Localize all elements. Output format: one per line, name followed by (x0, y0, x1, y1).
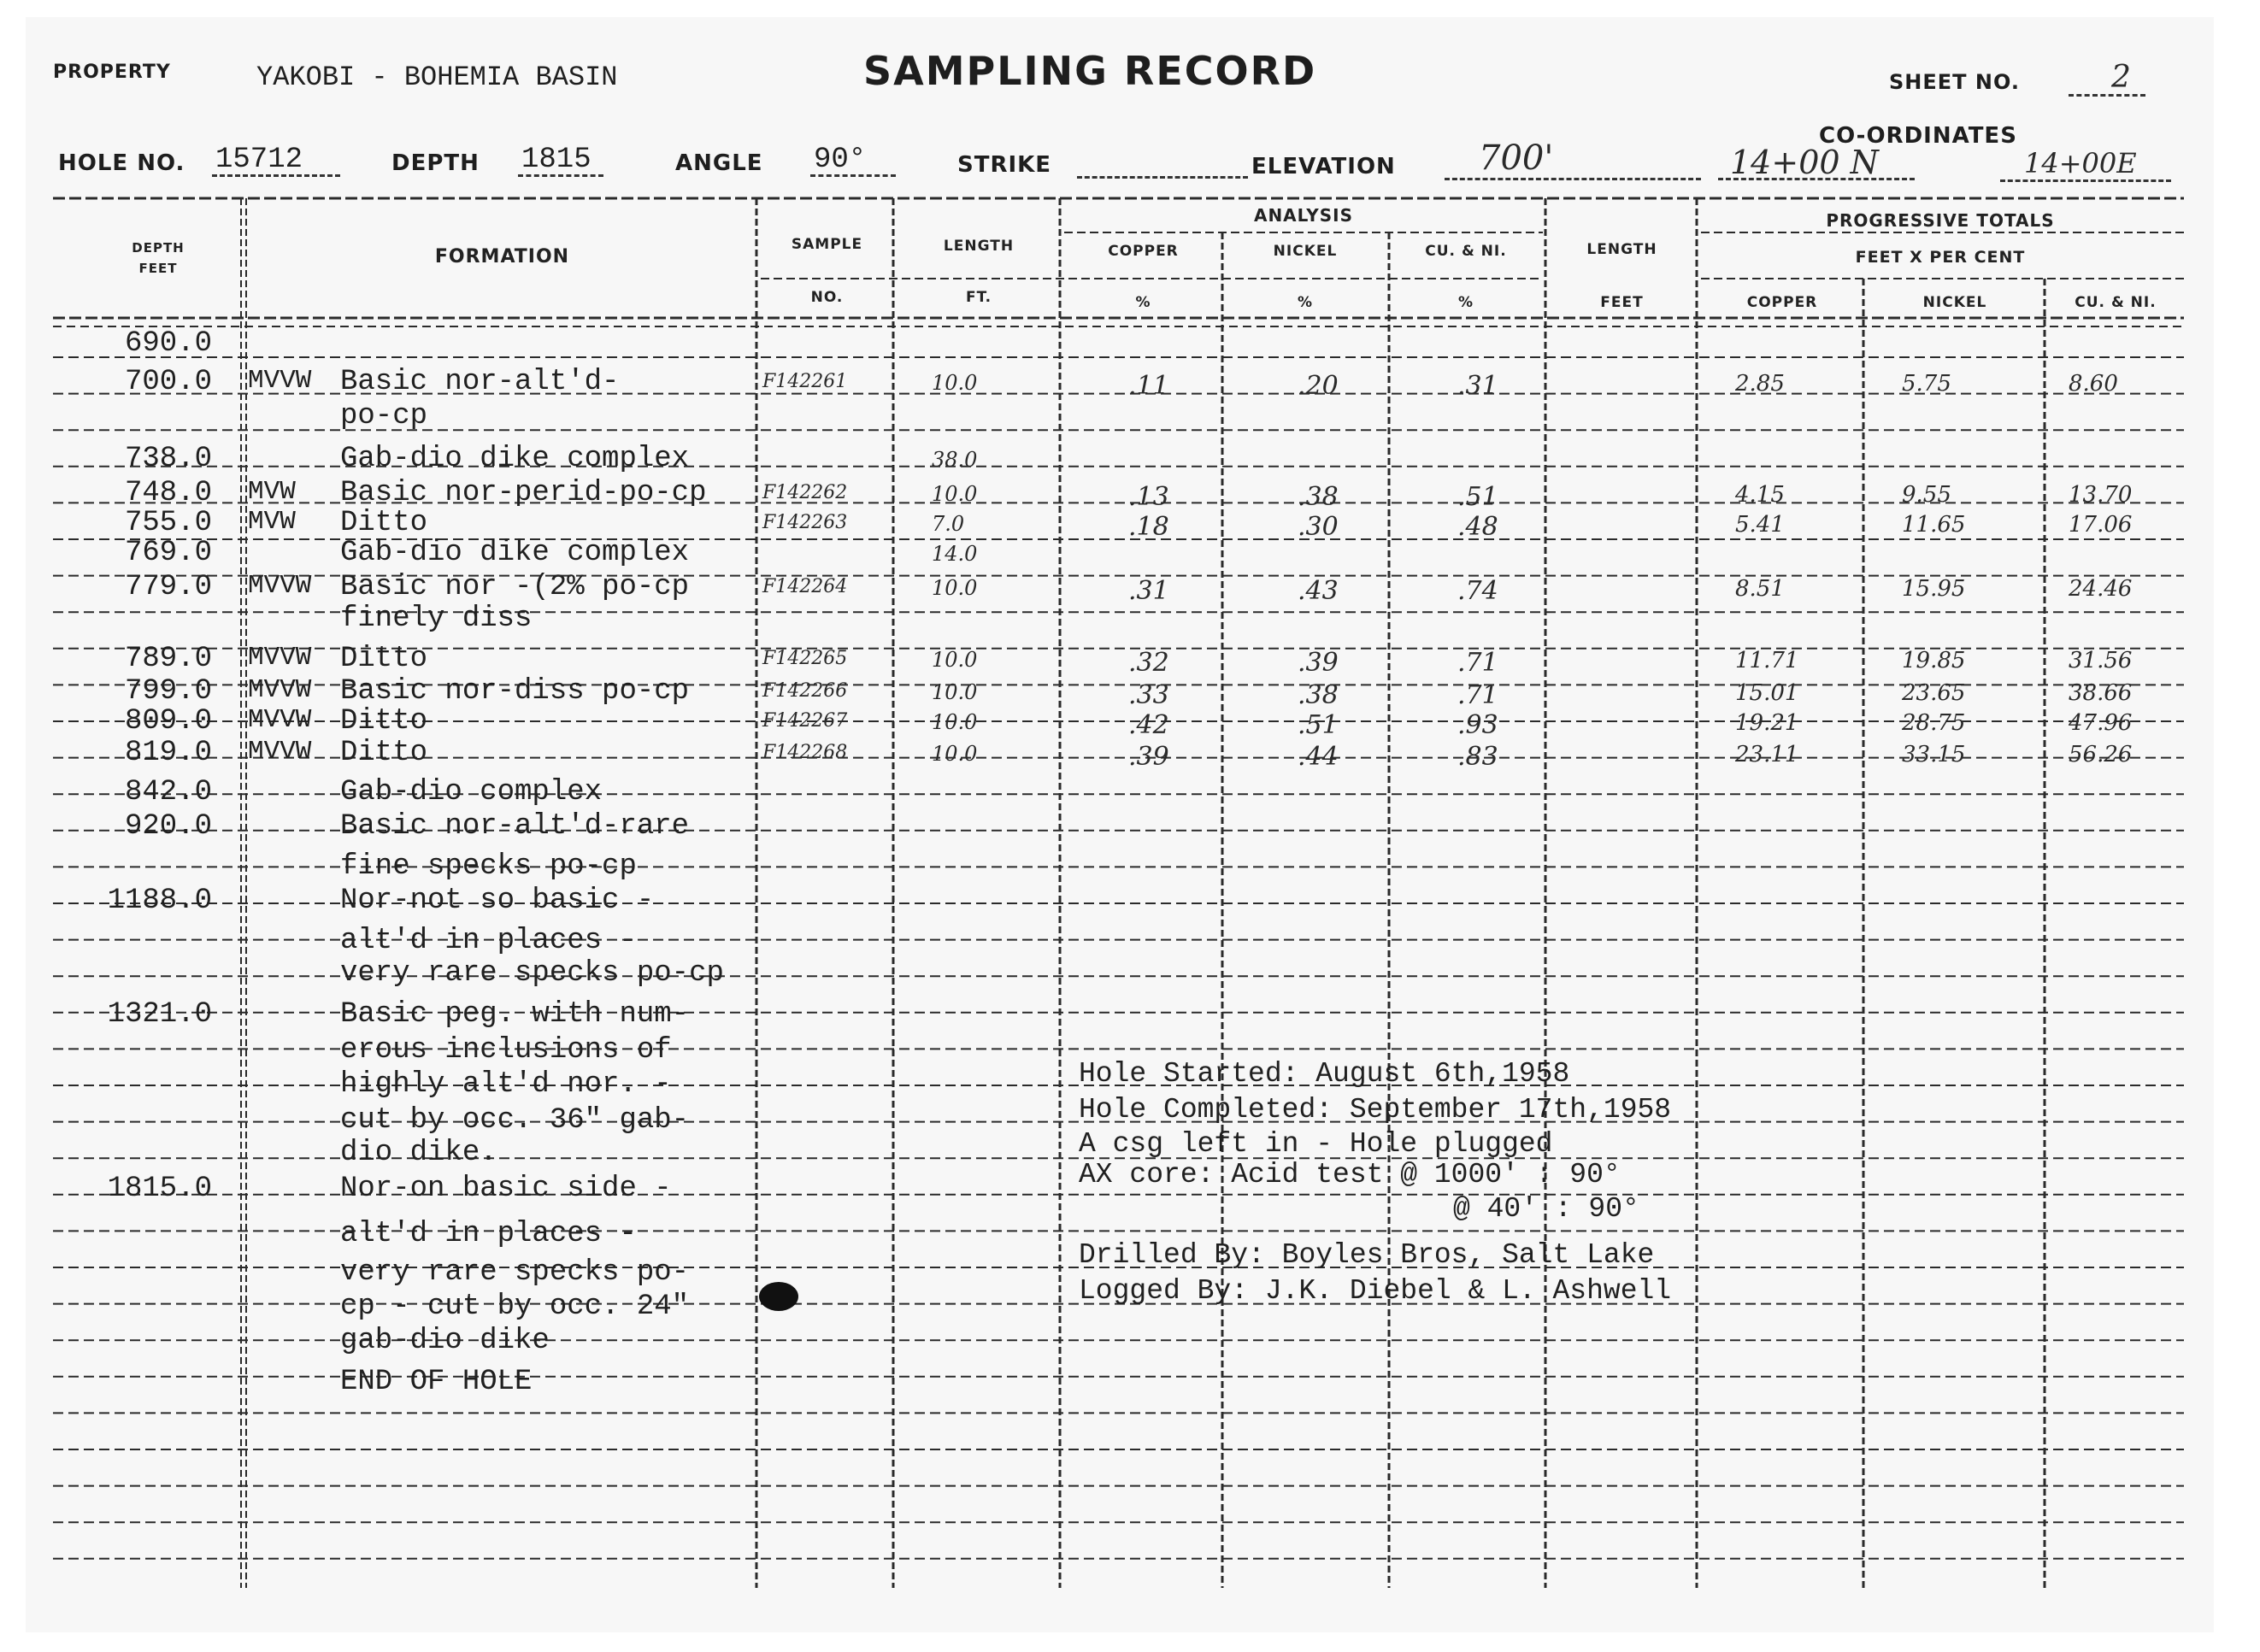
copper-cell: .13 (1128, 482, 1169, 512)
length-cell: 38.0 (932, 448, 978, 472)
formation-cell: Ditto (340, 737, 428, 769)
sample-cell: F142266 (762, 680, 848, 702)
header-length-ft: FT. (965, 289, 992, 306)
depth-cell: 748.0 (124, 477, 212, 509)
prog-cuni-cell: 17.06 (2069, 512, 2133, 538)
sheet-no-value: 2 (2111, 60, 2131, 95)
header-copper: COPPER (1108, 243, 1179, 260)
note-line: Hole Started: August 6th,1958 (1079, 1058, 1570, 1090)
prog-nickel-cell: 11.65 (1902, 512, 1966, 538)
prog-cuni-cell: 13.70 (2069, 482, 2133, 508)
formation-cell: Basic peg. with num- (340, 998, 690, 1031)
formation-cell: END OF HOLE (340, 1366, 533, 1398)
elevation-value: 700' (1479, 138, 1554, 178)
length-cell: 10.0 (932, 371, 978, 395)
cuni-cell: .48 (1457, 512, 1498, 542)
prog-copper-cell: 5.41 (1735, 512, 1785, 538)
nickel-cell: .30 (1298, 512, 1339, 542)
prog-copper-cell: 4.15 (1735, 482, 1785, 508)
formation-cell: Basic nor-alt'd-rare (340, 810, 690, 843)
formation-cell: very rare specks po-cp (340, 957, 724, 990)
prog-copper-cell: 23.11 (1735, 742, 1799, 767)
nickel-cell: .20 (1298, 371, 1339, 401)
length-cell: 14.0 (932, 542, 978, 566)
copper-cell: .11 (1128, 371, 1169, 401)
code-cell: MVVW (248, 675, 312, 705)
depth-cell: 842.0 (124, 776, 212, 808)
copper-cell: .33 (1128, 680, 1169, 710)
depth-cell: 1815.0 (107, 1173, 212, 1205)
sample-cell: F142261 (762, 371, 848, 392)
formation-cell: Basic nor-diss po-cp (340, 675, 690, 708)
sample-cell: F142268 (762, 742, 848, 763)
code-cell: MVVW (248, 571, 312, 601)
cuni-cell: .71 (1457, 648, 1498, 678)
formation-cell: Ditto (340, 507, 428, 539)
prog-nickel-cell: 33.15 (1902, 742, 1966, 767)
coordinates-label: CO-ORDINATES (1819, 123, 2017, 149)
nickel-cell: .39 (1298, 648, 1339, 678)
prog-cuni-cell: 38.66 (2069, 680, 2133, 706)
prog-cuni-cell: 56.26 (2069, 742, 2133, 767)
length-cell: 10.0 (932, 576, 978, 600)
length-cell: 10.0 (932, 742, 978, 766)
depth-cell: 799.0 (124, 675, 212, 708)
depth-cell: 700.0 (124, 366, 212, 398)
depth-cell: 779.0 (124, 571, 212, 603)
formation-cell: Nor-on basic side - (340, 1173, 672, 1205)
depth-cell: 738.0 (124, 443, 212, 475)
header-cuni: CU. & NI. (1425, 243, 1507, 260)
depth-cell: 755.0 (124, 507, 212, 539)
prog-nickel-cell: 15.95 (1902, 576, 1966, 602)
prog-nickel-cell: 19.85 (1902, 648, 1966, 673)
code-cell: MVVW (248, 737, 312, 767)
header-feet-x-percent: FEET X PER CENT (1855, 248, 2026, 267)
code-cell: MVVW (248, 366, 312, 396)
formation-cell: alt'd in places - (340, 925, 637, 957)
nickel-cell: .43 (1298, 576, 1339, 606)
strike-label: STRIKE (957, 152, 1052, 178)
angle-label: ANGLE (675, 150, 763, 176)
cuni-cell: .74 (1457, 576, 1498, 606)
header-prog-nickel: NICKEL (1922, 294, 1987, 311)
nickel-cell: .38 (1298, 482, 1339, 512)
header-length2-feet: FEET (1600, 294, 1644, 311)
cuni-cell: .83 (1457, 742, 1498, 772)
property-label: PROPERTY (53, 62, 171, 83)
depth-cell: 769.0 (124, 537, 212, 569)
code-cell: MVVW (248, 705, 312, 735)
depth-cell: 809.0 (124, 705, 212, 738)
length-cell: 10.0 (932, 482, 978, 506)
code-cell: MVW (248, 477, 296, 507)
copper-cell: .32 (1128, 648, 1169, 678)
formation-cell: Basic nor-alt'd- (340, 366, 620, 398)
header-length2: LENGTH (1586, 241, 1657, 258)
formation-cell: cp - cut by occ. 24" (340, 1290, 690, 1323)
note-line: AX core: Acid test @ 1000' : 90° (1079, 1159, 1621, 1190)
sample-cell: F142265 (762, 648, 848, 669)
note-line: Drilled By: Boyles Bros, Salt Lake (1079, 1239, 1655, 1271)
code-cell: MVW (248, 507, 296, 537)
formation-cell: very rare specks po- (340, 1256, 690, 1289)
header-nickel: NICKEL (1273, 243, 1338, 260)
prog-copper-cell: 15.01 (1735, 680, 1799, 706)
prog-copper-cell: 8.51 (1735, 576, 1785, 602)
length-cell: 10.0 (932, 710, 978, 734)
formation-cell: finely diss (340, 603, 533, 635)
formation-cell: highly alt'd nor. - (340, 1068, 672, 1101)
formation-cell: Gab-dio dike complex (340, 537, 690, 569)
depth-value: 1815 (521, 144, 591, 176)
header-cuni-pct: % (1457, 294, 1474, 311)
prog-copper-cell: 11.71 (1735, 648, 1799, 673)
cuni-cell: .71 (1457, 680, 1498, 710)
copper-cell: .31 (1128, 576, 1169, 606)
header-nickel-pct: % (1297, 294, 1314, 311)
depth-cell: 690.0 (124, 327, 212, 360)
prog-copper-cell: 2.85 (1735, 371, 1785, 397)
prog-cuni-cell: 24.46 (2069, 576, 2133, 602)
prog-nickel-cell: 5.75 (1902, 371, 1951, 397)
formation-cell: Gab-dio complex (340, 776, 603, 808)
cuni-cell: .93 (1457, 710, 1498, 740)
sample-cell: F142263 (762, 512, 848, 533)
nickel-cell: .44 (1298, 742, 1339, 772)
copper-cell: .42 (1128, 710, 1169, 740)
header-length: LENGTH (943, 238, 1015, 255)
hole-no-value: 15712 (215, 144, 303, 176)
nickel-cell: .51 (1298, 710, 1339, 740)
header-progressive-totals: PROGRESSIVE TOTALS (1826, 210, 2055, 231)
header-copper-pct: % (1135, 294, 1151, 311)
depth-cell: 819.0 (124, 737, 212, 769)
header-formation: FORMATION (434, 246, 570, 267)
header-analysis: ANALYSIS (1253, 205, 1354, 226)
header-prog-cuni: CU. & NI. (2075, 294, 2157, 311)
formation-cell: alt'd in places - (340, 1218, 637, 1250)
note-line: Logged By: J.K. Diebel & L. Ashwell (1079, 1275, 1672, 1307)
sheet-no-label: SHEET NO. (1889, 70, 2020, 94)
prog-cuni-cell: 31.56 (2069, 648, 2133, 673)
note-line: Hole Completed: September 17th,1958 (1079, 1094, 1672, 1126)
coordinate-east: 14+00E (2024, 147, 2137, 179)
prog-cuni-cell: 47.96 (2069, 710, 2133, 736)
formation-cell: erous inclusions of (340, 1034, 672, 1067)
header-depth-line1: DEPTH (132, 240, 185, 256)
length-cell: 10.0 (932, 648, 978, 672)
formation-cell: Ditto (340, 643, 428, 675)
prog-cuni-cell: 8.60 (2069, 371, 2118, 397)
cuni-cell: .51 (1457, 482, 1498, 512)
angle-value: 90° (814, 144, 867, 176)
header-sample: SAMPLE (791, 236, 863, 253)
note-line: @ 40' : 90° (1453, 1193, 1639, 1225)
depth-cell: 789.0 (124, 643, 212, 675)
formation-cell: Gab-dio dike complex (340, 443, 690, 475)
formation-cell: fine specks po-cp (340, 850, 637, 883)
header-depth-line2: FEET (138, 261, 178, 276)
prog-nickel-cell: 28.75 (1902, 710, 1966, 736)
depth-cell: 920.0 (124, 810, 212, 843)
depth-label: DEPTH (391, 150, 480, 176)
page-title: SAMPLING RECORD (863, 48, 1317, 94)
copper-cell: .39 (1128, 742, 1169, 772)
property-value: YAKOBI - BOHEMIA BASIN (256, 62, 618, 93)
formation-cell: cut by occ. 36" gab- (340, 1104, 690, 1137)
coordinate-north: 14+00 N (1730, 144, 1879, 181)
prog-nickel-cell: 9.55 (1902, 482, 1951, 508)
header-depth (103, 238, 214, 279)
prog-copper-cell: 19.21 (1735, 710, 1799, 736)
depth-cell: 1188.0 (107, 885, 212, 917)
formation-cell: Basic nor-perid-po-cp (340, 477, 707, 509)
note-line: A csg left in - Hole plugged (1079, 1128, 1553, 1160)
ink-smudge (759, 1282, 798, 1311)
formation-cell: Basic nor -(2% po-cp (340, 571, 690, 603)
sample-cell: F142267 (762, 710, 848, 732)
formation-cell: po-cp (340, 400, 428, 432)
sample-cell: F142264 (762, 576, 848, 597)
header-prog-copper: COPPER (1746, 294, 1818, 311)
cuni-cell: .31 (1457, 371, 1498, 401)
formation-cell: Nor-not so basic - (340, 885, 655, 917)
code-cell: MVVW (248, 643, 312, 673)
nickel-cell: .38 (1298, 680, 1339, 710)
sample-cell: F142262 (762, 482, 848, 503)
prog-nickel-cell: 23.65 (1902, 680, 1966, 706)
depth-cell: 1321.0 (107, 998, 212, 1031)
formation-cell: gab-dio dike (340, 1325, 550, 1357)
formation-cell: dio dike. (340, 1137, 497, 1169)
length-cell: 7.0 (932, 512, 965, 536)
length-cell: 10.0 (932, 680, 978, 704)
header-sample-no: NO. (810, 289, 844, 306)
elevation-label: ELEVATION (1251, 154, 1396, 179)
hole-no-label: HOLE NO. (58, 150, 185, 176)
copper-cell: .18 (1128, 512, 1169, 542)
formation-cell: Ditto (340, 705, 428, 738)
